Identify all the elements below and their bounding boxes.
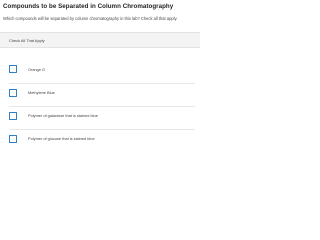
option-label: Orange G (28, 66, 46, 72)
option-orange-g[interactable] (9, 60, 195, 78)
option-label: Polymer of glucose that is stained blue (28, 136, 95, 141)
question-title: Compounds to be Separated in Column Chromatography (3, 3, 174, 10)
checkbox[interactable] (9, 65, 17, 73)
instruction-header (0, 33, 200, 48)
option-glucose-polymer[interactable] (9, 129, 195, 147)
checkbox[interactable] (9, 89, 17, 97)
option-label: Polymer of galactose that is stained blue (28, 113, 98, 118)
instruction-label: Check All That Apply (9, 37, 45, 43)
option-galactose-polymer[interactable] (9, 106, 195, 124)
checkbox[interactable] (9, 135, 17, 143)
option-methylene-blue[interactable] (9, 83, 195, 101)
checkbox[interactable] (9, 112, 17, 120)
question-text: Which compounds will be separated by column chromatography in this lab? Check all that apply. (3, 16, 178, 21)
answer-card (0, 32, 200, 156)
question-page (0, 0, 200, 156)
option-label: Methylene Blue (28, 90, 55, 95)
